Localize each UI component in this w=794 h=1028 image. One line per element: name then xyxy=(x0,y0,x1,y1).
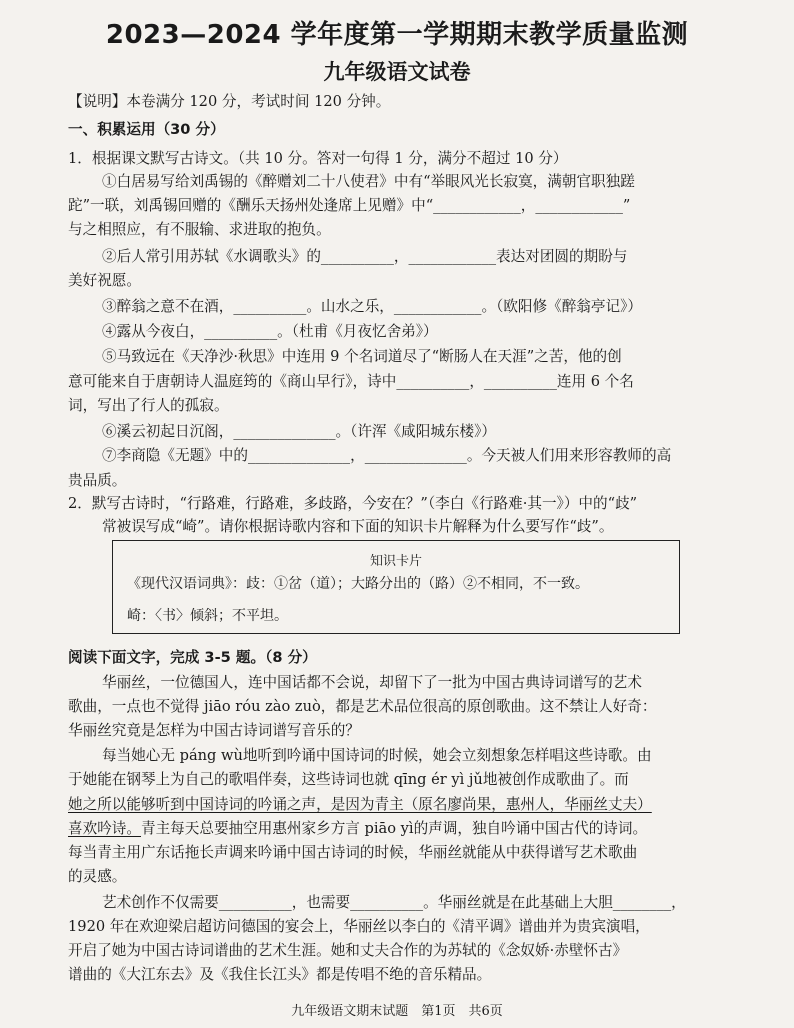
q1-item-1-cont: 跎”一联，刘禹锡回赠的《酬乐天扬州处逢席上见赠》中“____________，____________” xyxy=(68,197,631,214)
reading-line: 1920 年在欢迎梁启超访问德国的宴会上，华丽丝以李白的《清平调》谱曲并为贵宾演唱， xyxy=(68,918,650,935)
reading-line xyxy=(68,819,728,839)
reading-line: 的灵感。 xyxy=(68,868,127,885)
underlined-sentence: 她之所以能够听到中国诗词的吟诵之声，是因为青主（原名廖尚果，惠州人，华丽丝丈夫） xyxy=(68,796,652,813)
knowledge-card xyxy=(112,540,680,634)
q1-item-5-cont: 词，写出了行人的孤寂。 xyxy=(68,397,229,414)
knowledge-card-line: 崎：〈书〉倾斜；不平坦。 xyxy=(127,608,288,624)
question-1: 1．根据课文默写古诗文。（共 10 分。答对一句得 1 分，满分不超过 10 分） xyxy=(68,150,568,167)
q1-item-4: ④露从今夜白，__________。（杜甫《月夜忆舍弟》） xyxy=(102,323,438,340)
exam-subtitle: 九年级语文试卷 xyxy=(323,60,471,84)
reading-line: 华丽丝，一位德国人，连中国话都不会说，却留下了一批为中国古典诗词谱写的艺术 xyxy=(102,674,642,691)
question-2-cont: 常被误写成“崎”。请你根据诗歌内容和下面的知识卡片解释为什么要写作“歧”。 xyxy=(102,518,614,535)
reading-line: 开启了她为中国古诗词谱曲的艺术生涯。她和丈夫合作的为苏轼的《念奴娇·赤壁怀古》 xyxy=(68,942,628,959)
q1-item-7: ⑦李商隐《无题》中的______________，______________。今天被人们用来形容教师的高 xyxy=(102,447,672,464)
q1-item-3: ③醉翁之意不在酒，__________。山水之乐，____________。（欧阳修《醉翁亭记》） xyxy=(102,298,642,315)
knowledge-card-title: 知识卡片 xyxy=(369,554,422,569)
instructions: 【说明】本卷满分 120 分，考试时间 120 分钟。 xyxy=(68,93,391,110)
exam-title: 2023—2024 学年度第一学期期末教学质量监测 xyxy=(105,20,689,50)
q1-item-6: ⑥溪云初起日沉阁，______________。（许浑《咸阳城东楼》） xyxy=(102,423,497,440)
q1-item-5-cont: 意可能来自于唐朝诗人温庭筠的《商山早行》，诗中__________，__________连用 6 个名 xyxy=(68,373,634,390)
reading-heading: 阅读下面文字，完成 3-5 题。（8 分） xyxy=(68,649,317,666)
q1-item-5: ⑤马致远在《天净沙·秋思》中连用 9 个名词道尽了“断肠人在天涯”之苦，他的创 xyxy=(102,348,622,365)
q1-item-7-cont: 贵品质。 xyxy=(68,472,127,489)
q1-item-2: ②后人常引用苏轼《水调歌头》的__________，____________表达对团圆的期盼与 xyxy=(102,248,628,265)
page-footer: 九年级语文期末试题 第1页 共6页 xyxy=(291,1004,503,1019)
reading-line: 于她能在钢琴上为自己的歌唱伴奏，这些诗词也就 qīng ér yì jǔ地被创作成歌曲了。而 xyxy=(68,771,629,788)
underlined-sentence-end: 喜欢吟诗。 xyxy=(68,820,141,837)
q1-item-1: ①白居易写给刘禹锡的《醉赠刘二十八使君》中有“举眼风光长寂寞，满朝官职独蹉 xyxy=(102,173,635,190)
reading-line: 谱曲的《大江东去》及《我住长江头》都是传唱不绝的音乐精品。 xyxy=(68,966,492,983)
reading-line: 歌曲，一点也不觉得 jiāo róu zào zuò，都是艺术品位很高的原创歌曲。这不禁让人好奇： xyxy=(68,698,657,715)
reading-line: 华丽丝究竟是怎样为中国古诗词谱写音乐的？ xyxy=(68,722,360,739)
q1-item-2-cont: 美好祝愿。 xyxy=(68,272,141,289)
knowledge-card-line: 《现代汉语词典》：歧：①岔（道）；大路分出的（路）②不相同，不一致。 xyxy=(127,576,589,592)
reading-line: 每当她心无 páng wù地听到吟诵中国诗词的时候，她会立刻想象怎样唱这些诗歌。由 xyxy=(102,747,652,764)
reading-line: 艺术创作不仅需要__________，也需要__________。华丽丝就是在此基础上大胆________， xyxy=(102,894,686,911)
q1-item-1-cont: 与之相照应，有不服输、求进取的抱负。 xyxy=(68,221,331,238)
reading-line-rest: 青主每天总要抽空用惠州家乡方言 piāo yì的声调，独自吟诵中国古代的诗词。 xyxy=(140,820,648,837)
reading-line: 每当青主用广东话拖长声调来吟诵中国古诗词的时候，华丽丝就能从中获得谱写艺术歌曲 xyxy=(68,844,638,861)
section-heading: 一、积累运用（30 分） xyxy=(68,121,225,138)
question-2: 2．默写古诗时，“行路难，行路难，多歧路，今安在？”（李白《行路难·其一》）中的“歧” xyxy=(68,495,638,512)
